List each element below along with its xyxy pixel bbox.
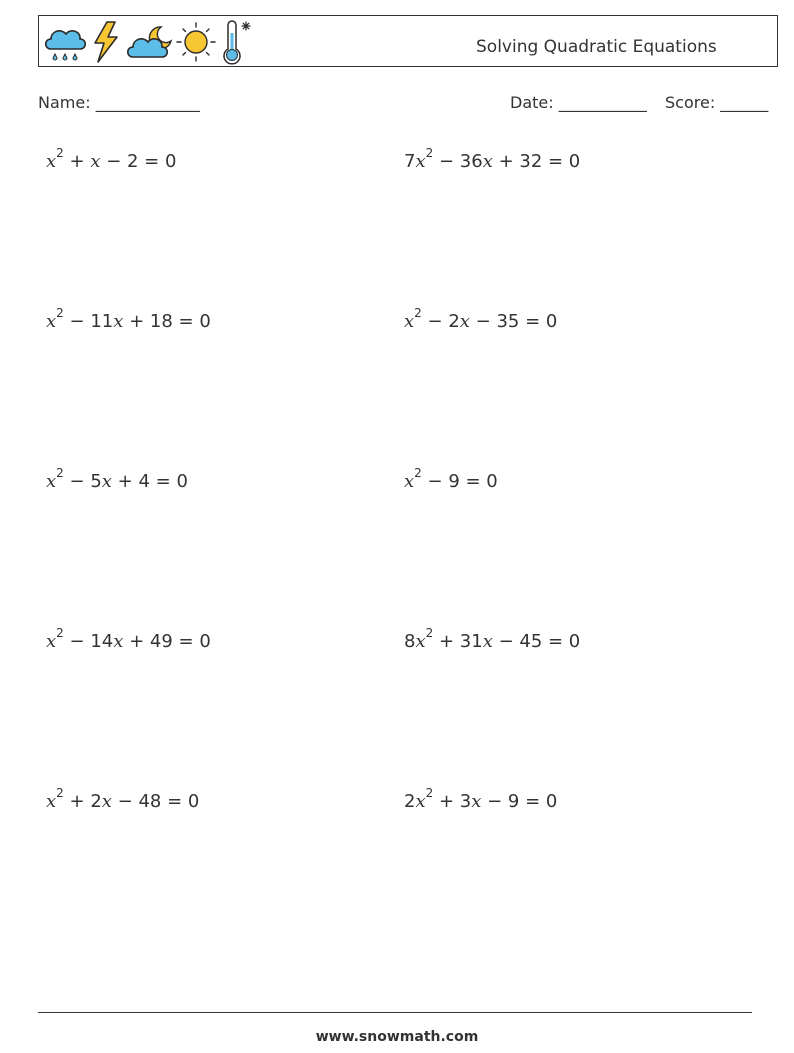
- cloud-moon-icon: [125, 19, 175, 65]
- problem-9: $x^2 + 2x - 48 = 0$: [46, 786, 200, 812]
- problem-4: $x^2 - 2x - 35 = 0$: [404, 306, 558, 332]
- worksheet-header: [38, 15, 778, 67]
- thermometer-icon: [217, 19, 257, 65]
- date-blank: ___________: [558, 93, 647, 112]
- problem-5: $x^2 - 5x + 4 = 0$: [46, 466, 188, 492]
- problem-6: $x^2 - 9 = 0$: [404, 466, 498, 492]
- problem-2: $7x^2 - 36x + 32 = 0$: [404, 146, 581, 172]
- problem-7: $x^2 - 14x + 49 = 0$: [46, 626, 211, 652]
- score-blank: ______: [720, 93, 769, 112]
- score-label: Score:: [665, 93, 716, 112]
- weather-icons: [41, 19, 257, 65]
- footer-divider: [38, 1012, 752, 1013]
- rain-cloud-icon: [41, 19, 89, 65]
- lightning-bolt-icon: [89, 19, 125, 65]
- problem-8: $8x^2 + 31x - 45 = 0$: [404, 626, 581, 652]
- worksheet-title: Solving Quadratic Equations: [476, 37, 717, 57]
- footer-website: www.snowmath.com: [315, 1029, 479, 1045]
- name-blank: _____________: [95, 93, 200, 112]
- problem-1: $x^2 + x - 2 = 0$: [46, 146, 177, 172]
- problem-3: $x^2 - 11x + 18 = 0$: [46, 306, 211, 332]
- date-field: [510, 93, 647, 113]
- problem-10: $2x^2 + 3x - 9 = 0$: [404, 786, 558, 812]
- sun-icon: [175, 19, 217, 65]
- name-field: [38, 93, 200, 113]
- name-label: Name:: [38, 93, 91, 112]
- score-field: [665, 93, 768, 113]
- date-label: Date:: [510, 93, 554, 112]
